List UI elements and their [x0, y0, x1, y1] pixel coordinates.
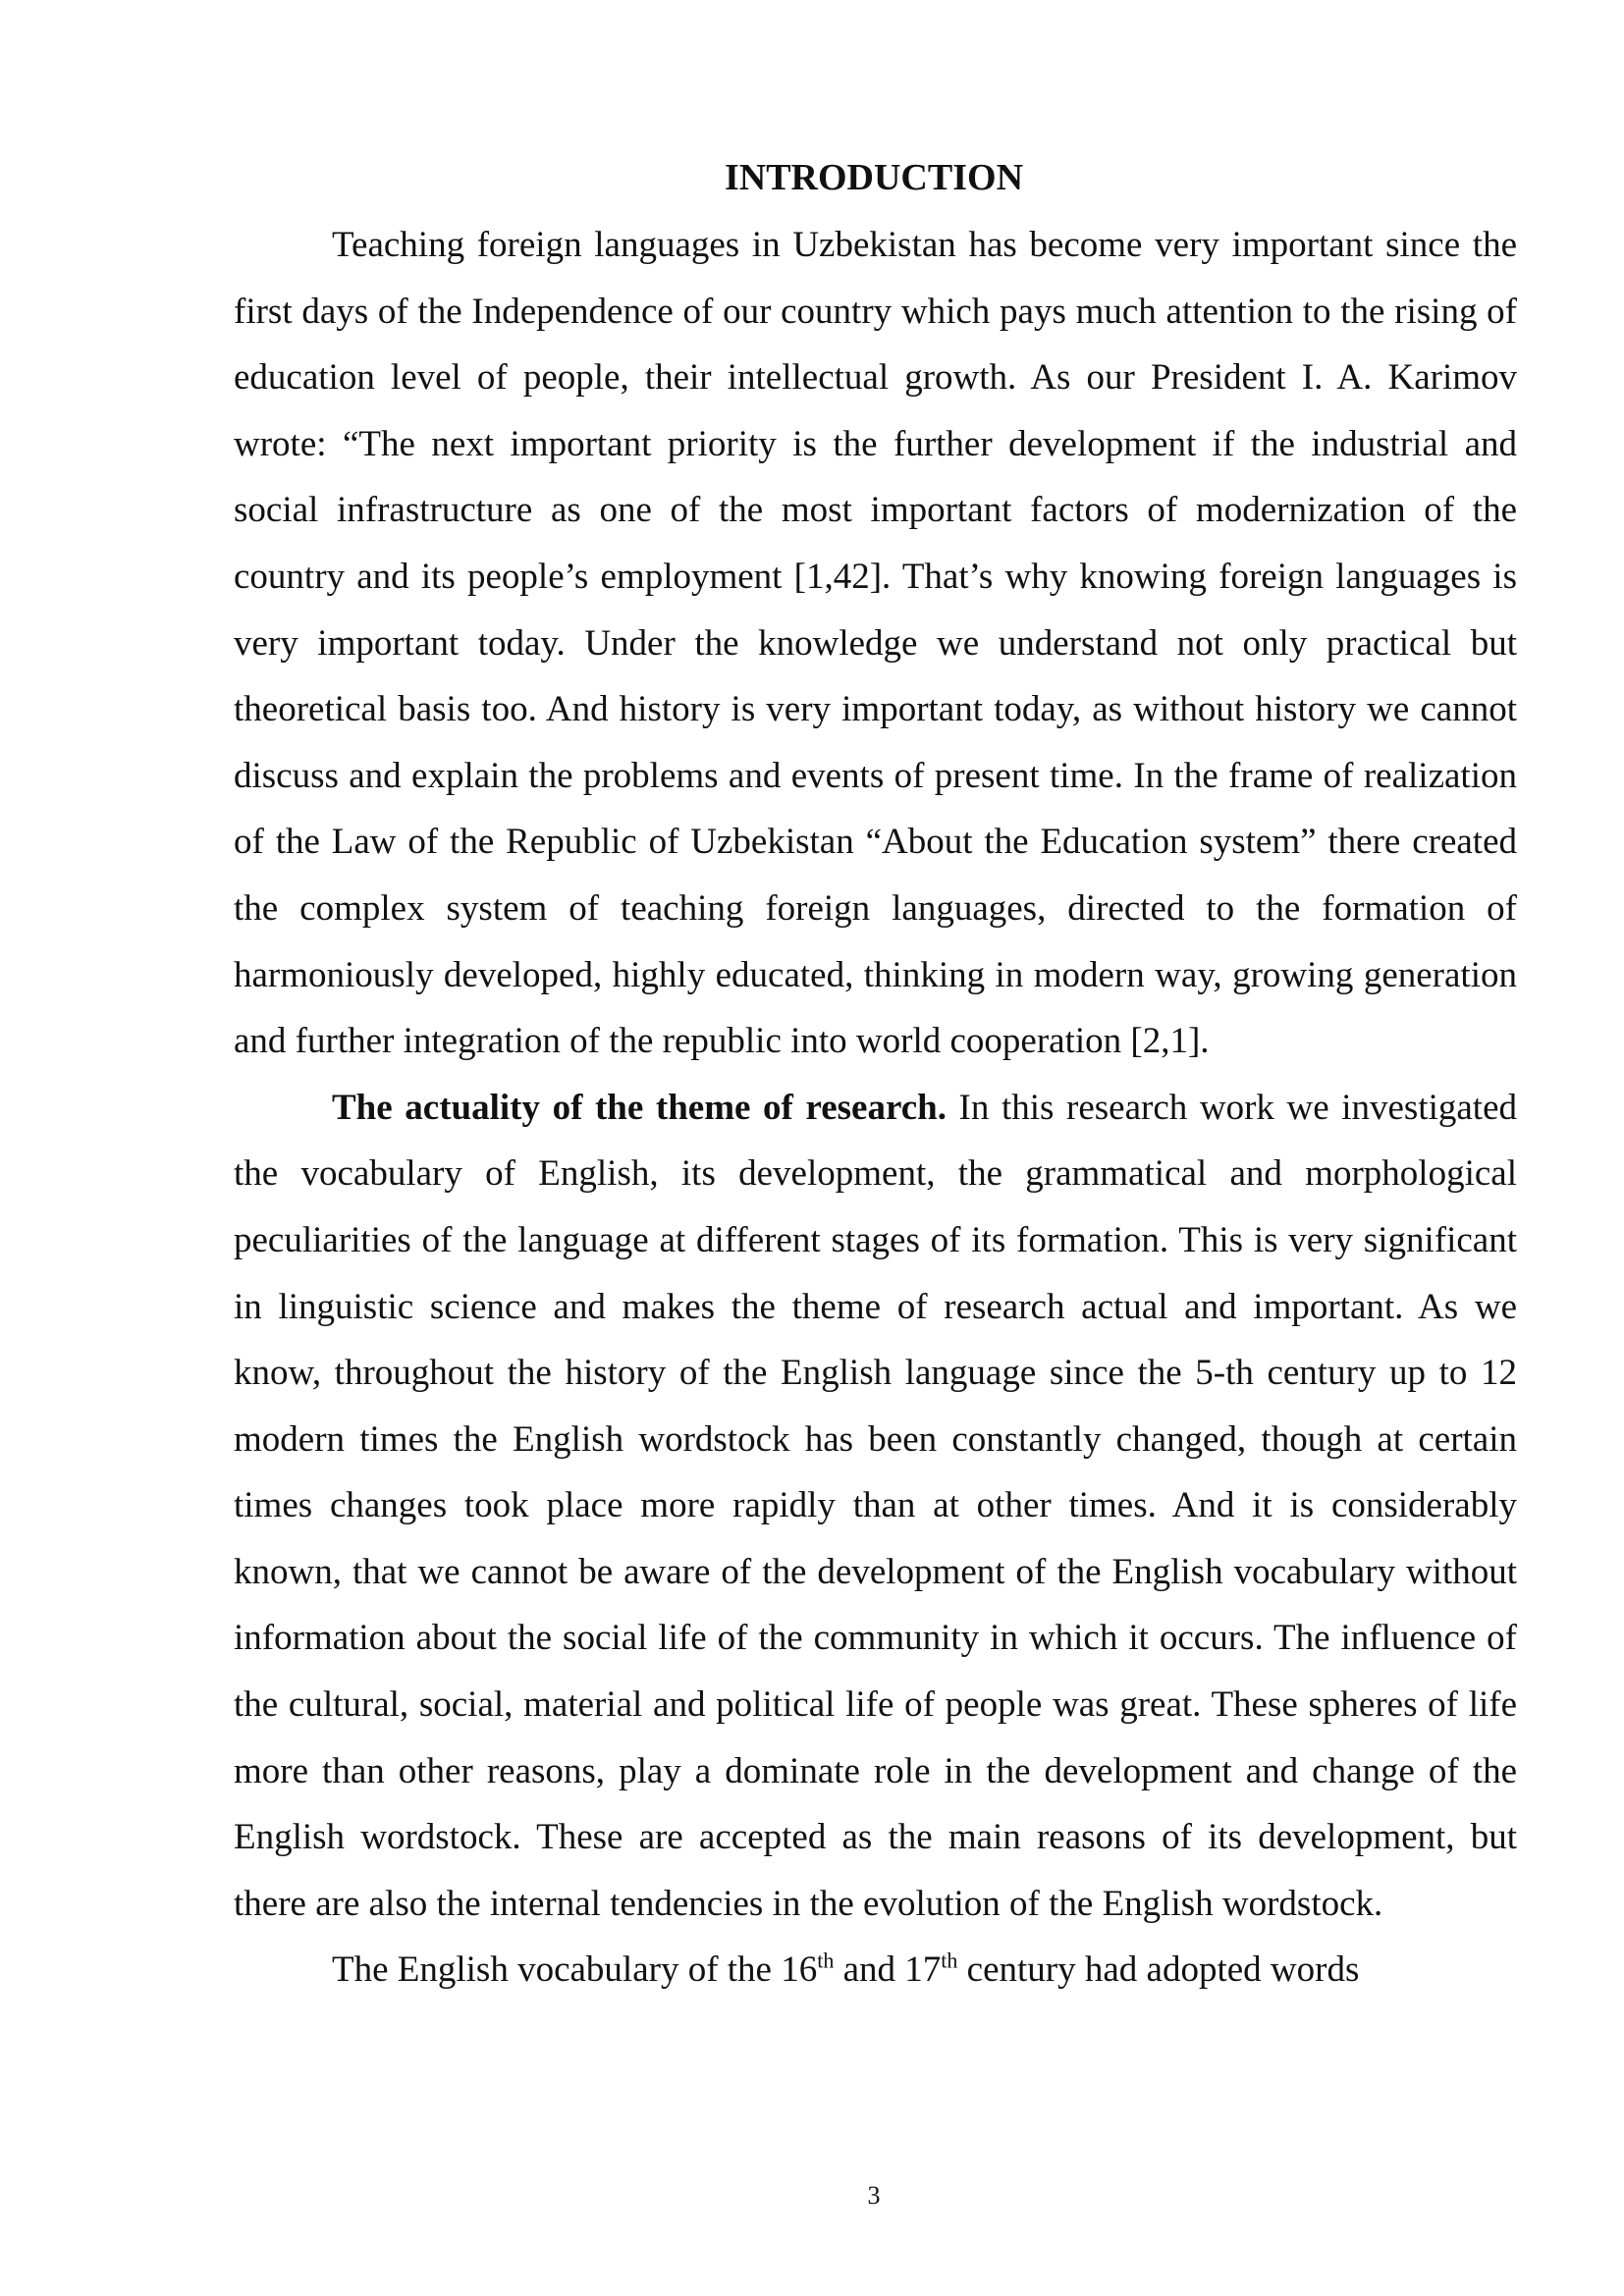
- paragraph-vocabulary-text-1: The English vocabulary of the 16: [332, 1949, 818, 1991]
- ordinal-suffix-17: th: [941, 1949, 958, 1974]
- paragraph-actuality: [234, 1075, 1517, 1938]
- ordinal-suffix-16: th: [817, 1949, 835, 1974]
- paragraph-vocabulary-text-2: and 17: [834, 1949, 942, 1991]
- paragraph-vocabulary: [234, 1937, 1517, 2003]
- paragraph-intro: Teaching foreign languages in Uzbekistan has become very important since the first days of the Independence of our country which pays much attention to the rising of education level of people, their intellectual growth. As our President I. A. Karimov wrote: “The next important priority is the further development if the industrial and social infrastructure as one of the most important factors of modernization of the country and its people’s employment [1,42]. That’s why knowing foreign languages is very important today. Under the knowledge we understand not only practical but theoretical basis too. And history is very important today, as without history we cannot discuss and explain the problems and events of present time. In the frame of realization of the Law of the Republic of Uzbekistan “About the Education system” there created the complex system of teaching foreign languages, directed to the formation of harmoniously developed, highly educated, thinking in modern way, growing generation and further integration of the republic into world cooperation [2,1].: [234, 225, 1517, 1062]
- page-number: 3: [867, 2181, 881, 2210]
- body-text: [234, 212, 1517, 2003]
- paragraph-vocabulary-text-3: century had adopted words: [957, 1949, 1360, 1991]
- paragraph-actuality-text: In this research work we investigated the vocabulary of English, its development, the grammatical and morphological peculiarities of the language at different stages of its formation. This is very significant in linguistic science and makes the theme of research actual and important. As we know, throughout the history of the English language since the 5-th century up to 12 modern times the English wordstock has been constantly changed, though at certain times changes took place more rapidly than at other times. And it is considerably known, that we cannot be aware of the development of the English vocabulary without information about the social life of the community in which it occurs. The influence of the cultural, social, material and political life of people was great. These spheres of life more than other reasons, play a dominate role in the development and change of the English wordstock. These are accepted as the main reasons of its development, but there are also the internal tendencies in the evolution of the English wordstock.: [234, 1087, 1517, 1924]
- paragraph-lead-heading: The actuality of the theme of research.: [332, 1087, 947, 1128]
- page-title: INTRODUCTION: [724, 157, 1024, 198]
